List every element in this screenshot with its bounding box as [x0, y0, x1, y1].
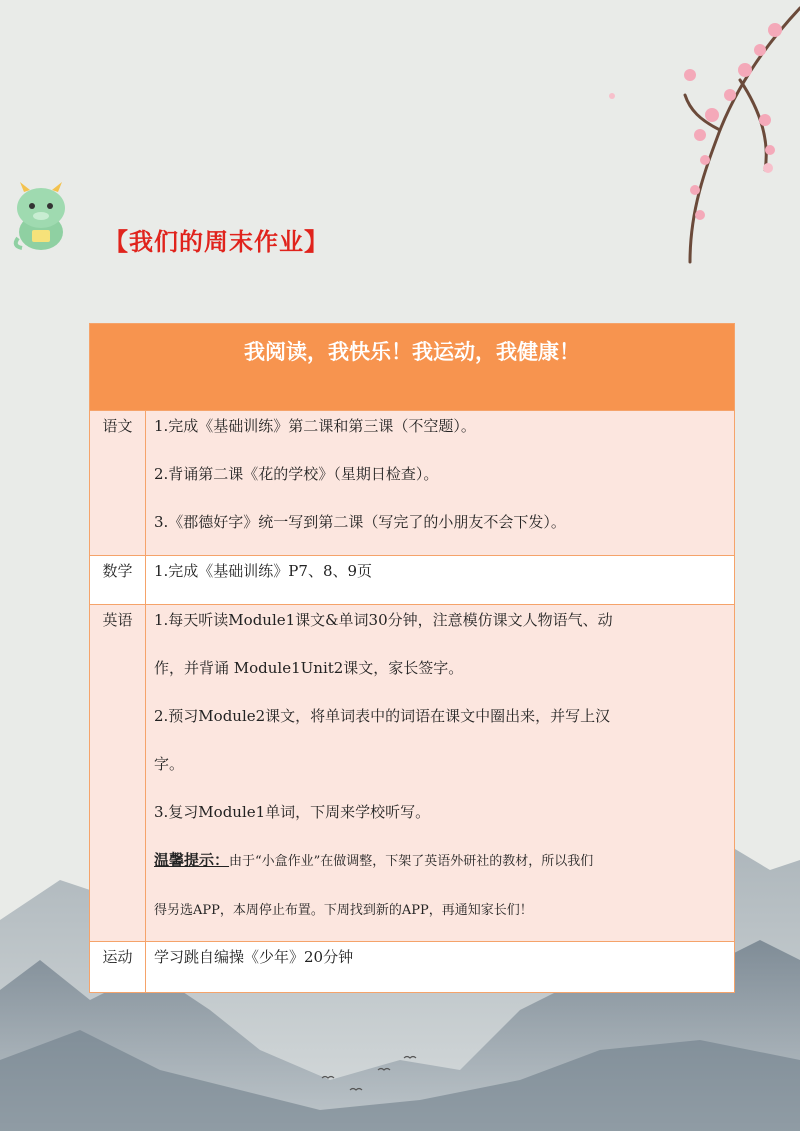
table-row-sport	[90, 941, 734, 992]
tip-text: 得另选APP，本周停止布置。下周找到新的APP，再通知家长们！	[154, 903, 533, 918]
tip-line	[154, 849, 593, 870]
subject-sport: 运动	[90, 942, 146, 992]
list-item: 2.预习Module2课文，将单词表中的词语在课文中圈出来，并写上汉	[154, 707, 611, 725]
list-item: 1.完成《基础训练》P7、8、9页	[154, 562, 373, 580]
list-item: 作，并背诵 Module1Unit2课文，家长签字。	[154, 659, 464, 677]
subject-english: 英语	[90, 605, 146, 941]
table-row-english	[90, 604, 734, 941]
list-item: 字。	[154, 755, 185, 773]
subject-math: 数学	[90, 556, 146, 604]
homework-table	[89, 323, 735, 993]
list-item: 3.《郡德好字》统一写到第二课（写完了的小朋友不会下发）。	[154, 513, 566, 531]
list-item: 2.背诵第二课《花的学校》（星期日检查）。	[154, 465, 439, 483]
subject-chinese: 语文	[90, 411, 146, 555]
list-item: 1.完成《基础训练》第二课和第三课（不空题）。	[154, 417, 476, 435]
tip-text: 由于“小盒作业”在做调整，下架了英语外研社的教材，所以我们	[229, 854, 594, 869]
table-header	[90, 324, 734, 410]
page-title: 【我们的周末作业】	[104, 228, 329, 256]
tip-label: 温馨提示：	[154, 851, 230, 869]
dragon-mascot-icon	[10, 180, 72, 252]
list-item: 学习跳自编操《少年》20分钟	[154, 948, 354, 966]
table-row-chinese	[90, 410, 734, 555]
table-row-math	[90, 555, 734, 604]
list-item: 3.复习Module1单词，下周来学校听写。	[154, 803, 431, 821]
list-item: 1.每天听读Module1课文&单词30分钟，注意模仿课文人物语气、动	[154, 611, 613, 629]
table-header-text: 我阅读，我快乐！我运动，我健康！	[244, 340, 580, 364]
